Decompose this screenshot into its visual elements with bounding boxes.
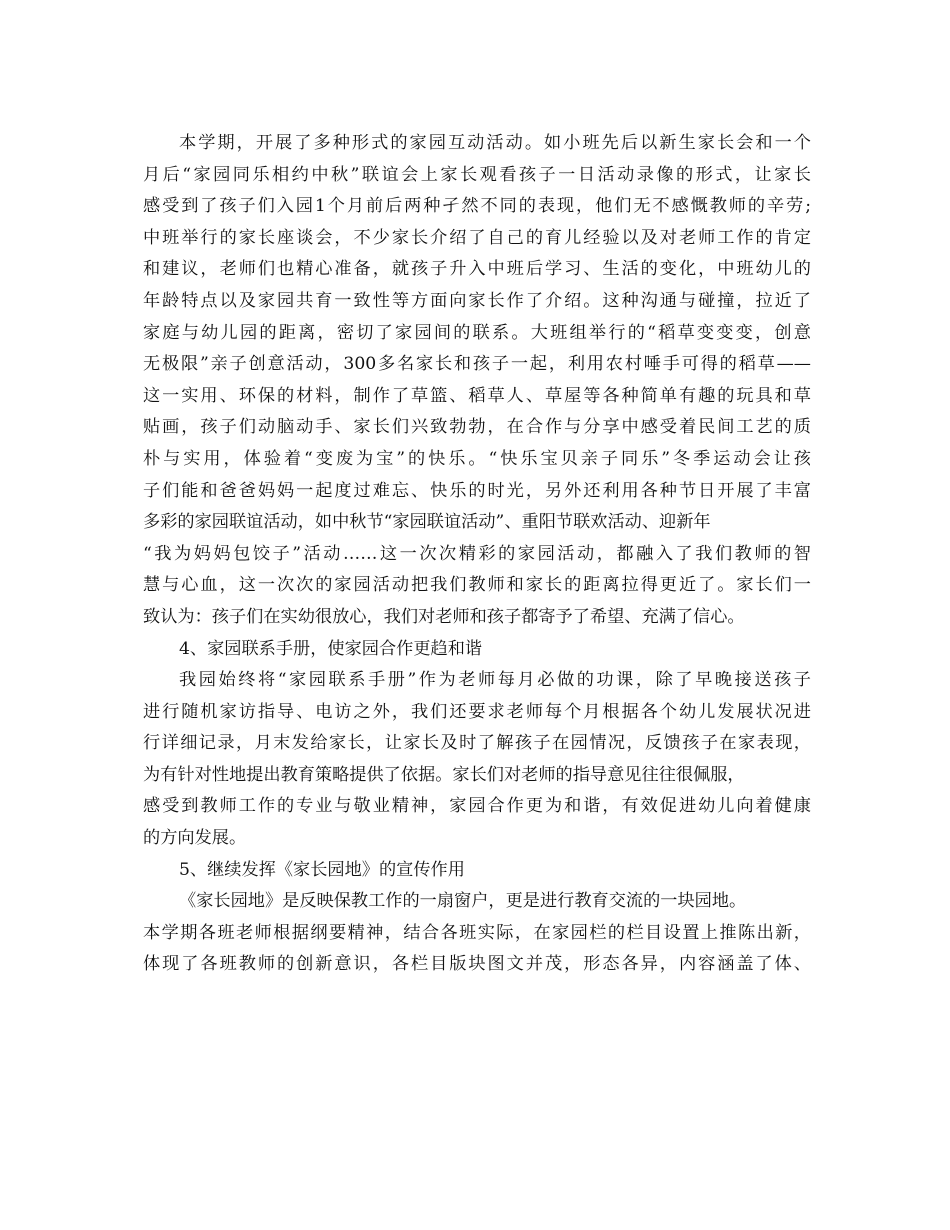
text-line: 我园始终将“家园联系手册”作为老师每月必做的功课，除了早晚接送孩子	[179, 670, 811, 691]
text-line: 本学期各班老师根据纲要精神，结合各班实际，在家园栏的栏目设置上推陈出新，	[143, 922, 811, 943]
text-line: 的方向发展。	[143, 828, 247, 849]
text-line: 体现了各班教师的创新意识，各栏目版块图文并茂，形态各异，内容涵盖了体、	[143, 954, 811, 975]
text-line: 子们能和爸爸妈妈一起度过难忘、快乐的时光，另外还利用各种节日开展了丰富	[143, 480, 811, 501]
text-line: 年龄特点以及家园共育一致性等方面向家长作了介绍。这种沟通与碰撞，拉近了	[143, 290, 811, 311]
document-body	[143, 128, 811, 981]
text-line: 进行随机家访指导、电访之外，我们还要求老师每个月根据各个幼儿发展状况进	[143, 701, 811, 722]
text-line: 中班举行的家长座谈会，不少家长介绍了自己的育儿经验以及对老师工作的肯定	[143, 227, 811, 248]
text-line: 感受到教师工作的专业与敬业精神，家园合作更为和谐，有效促进幼儿向着健康	[143, 796, 811, 817]
text-line: 无极限”亲子创意活动，300多名家长和孩子一起，利用农村唾手可得的稻草——	[143, 354, 811, 375]
text-line: 家庭与幼儿园的距离，密切了家园间的联系。大班组举行的“稻草变变变，创意	[143, 322, 811, 343]
text-line: 行详细记录，月末发给家长，让家长及时了解孩子在园情况，反馈孩子在家表现，	[143, 733, 811, 754]
text-line: 《家长园地》是反映保教工作的一扇窗户，更是进行教育交流的一块园地。	[179, 891, 747, 912]
text-line: 本学期，开展了多种形式的家园互动活动。如小班先后以新生家长会和一个	[179, 133, 811, 153]
section-heading: 4、家园联系手册，使家园合作更趋和谐	[179, 638, 483, 659]
text-line: 朴与实用，体验着“变废为宝”的快乐。“快乐宝贝亲子同乐”冬季运动会让孩	[143, 448, 811, 469]
text-line: 感受到了孩子们入园1个月前后两种孑然不同的表现，他们无不感慨教师的辛劳;	[143, 196, 811, 217]
text-line: 致认为：孩子们在实幼很放心，我们对老师和孩子都寄予了希望、充满了信心。	[143, 606, 745, 627]
section-heading: 5、继续发挥《家长园地》的宣传作用	[179, 859, 465, 880]
text-line: 为有针对性地提出教育策略提供了依据。家长们对老师的指导意见往往很佩服，	[143, 764, 745, 785]
text-line: 月后“家园同乐相约中秋”联谊会上家长观看孩子一日活动录像的形式，让家长	[143, 164, 811, 185]
text-line: 贴画，孩子们动脑动手、家长们兴致勃勃，在合作与分享中感受着民间工艺的质	[143, 417, 811, 438]
text-line: 这一实用、环保的材料，制作了草篮、稻草人、草屋等各种简单有趣的玩具和草	[143, 385, 811, 406]
text-line: 和建议，老师们也精心准备，就孩子升入中班后学习、生活的变化，中班幼儿的	[143, 259, 811, 280]
text-line: 多彩的家园联谊活动，如中秋节“家园联谊活动”、重阳节联欢活动、迎新年	[143, 512, 711, 533]
text-line: “我为妈妈包饺子”活动……这一次次精彩的家园活动，都融入了我们教师的智	[143, 543, 811, 564]
text-line: 慧与心血，这一次次的家园活动把我们教师和家长的距离拉得更近了。家长们一	[143, 575, 811, 596]
